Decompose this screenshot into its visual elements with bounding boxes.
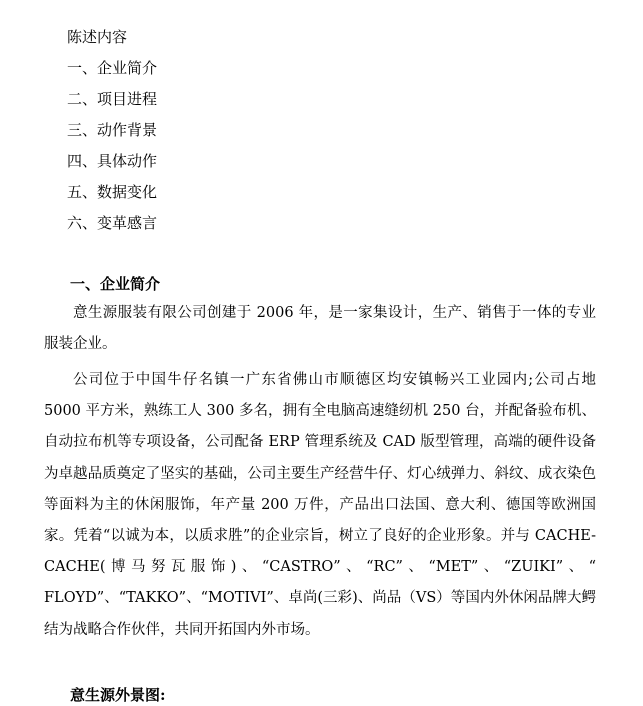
toc-item: 三、动作背景 — [67, 121, 158, 139]
exterior-photo-heading: 意生源外景图: — [70, 686, 166, 704]
toc-title: 陈述内容 — [67, 28, 128, 46]
toc-item: 一、企业简介 — [67, 59, 158, 77]
company-intro-paragraph: 意生源服装有限公司创建于 2006 年，是一家集设计，生产、销售于一体的专业服装企业。 — [44, 305, 596, 353]
toc-item: 五、数据变化 — [67, 183, 158, 201]
table-of-contents — [67, 22, 367, 239]
company-details-paragraph: 公司位于中国牛仔名镇一广东省佛山市顺德区均安镇畅兴工业园内;公司占地 5000 平方米，熟练工人 300 多名，拥有全电脑高速缝纫机 250 台，并配备验布机、自动拉布机等专项设备，公司配备 ERP 管理系统及 CAD 版型管理，高端的硬件设备为卓越品质奠定了坚实的基础，公司主要生产经营牛仔、灯心绒弹力、斜纹、成衣染色等面料为主的休闲服饰，年产量 200 万件，产品出口法国、意大利、德国等欧洲国家。凭着“以诚为本，以质求胜”的企业宗旨，树立了良好的企业形象。并与 CACHE-CACHE(博马努瓦服饰)、“CASTRO”、“RC”、“MET”、“ZUIKI”、“ FLOYD”、“TAKKO”、“MOTIVI”、卓尚(三彩)、尚品（VS）等国内外休闲品牌大鳄结为战略合作伙伴，共同开拓国内外市场。 — [44, 372, 596, 638]
toc-item: 六、变革感言 — [67, 214, 158, 232]
toc-item: 四、具体动作 — [67, 152, 158, 170]
section-heading: 一、企业简介 — [70, 275, 161, 293]
toc-item: 二、项目进程 — [67, 90, 158, 108]
